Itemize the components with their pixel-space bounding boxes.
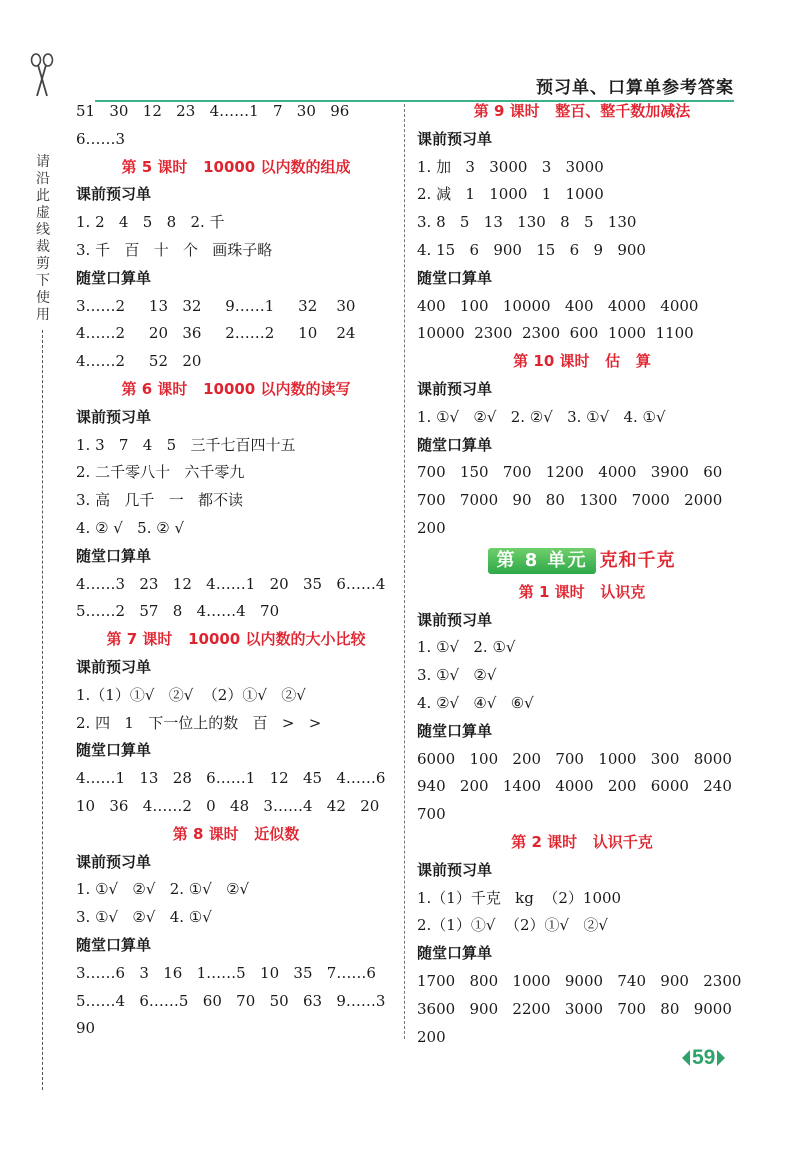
section-heading: 随堂口算单 (417, 944, 493, 963)
answer-line: 3……2 13 32 9……1 32 30 (76, 296, 356, 315)
answer-line: 90 (76, 1019, 96, 1038)
cut-instruction: 请沿此虚线裁剪下使用 (36, 154, 50, 323)
section-heading: 课前预习单 (417, 129, 493, 148)
section-heading: 课前预习单 (417, 860, 493, 879)
section-heading: 课前预习单 (76, 852, 152, 871)
lesson-title: 第 9 课时 整百、整千数加减法 (473, 102, 691, 120)
section-heading: 课前预习单 (76, 185, 152, 204)
lesson-title: 第 10 课时 估 算 (513, 352, 651, 371)
answer-line: 1. 加 3 3000 3 3000 (417, 157, 604, 176)
left-answer-column (76, 98, 396, 1043)
right-arrow-icon (717, 1050, 725, 1066)
unit-name: 克和千克 (599, 549, 676, 571)
answer-line: 200 (417, 1027, 446, 1046)
answer-line: 4……2 20 36 2……2 10 24 (76, 324, 356, 343)
lesson-title: 第 7 课时 10000 以内数的大小比较 (106, 630, 366, 649)
answer-line: 4. ② √ 5. ② √ (76, 518, 185, 537)
answer-line: 2. 减 1 1000 1 1000 (417, 185, 604, 204)
answer-line: 1.（1）①√ ②√ （2）①√ ②√ (76, 685, 306, 704)
section-heading: 课前预习单 (76, 657, 152, 676)
answer-line: 10000 2300 2300 600 1000 1100 (417, 324, 694, 343)
answer-line: 3. ①√ ②√ 4. ①√ (76, 908, 212, 927)
left-arrow-icon (682, 1050, 690, 1066)
answer-line: 700 (417, 805, 446, 824)
section-heading: 随堂口算单 (76, 741, 152, 760)
answer-line: 3. 高 几千 一 都不读 (76, 491, 243, 510)
answer-line: 1.（1）千克 kg （2）1000 (417, 888, 622, 907)
answer-line: 2. 四 1 下一位上的数 百 > > (76, 713, 322, 732)
page-number (682, 1046, 725, 1070)
answer-line: 6000 100 200 700 1000 300 8000 (417, 749, 732, 768)
answer-line: 940 200 1400 4000 200 6000 240 (417, 777, 732, 796)
answer-line: 5……2 57 8 4……4 70 (76, 602, 280, 621)
unit-title (417, 543, 747, 579)
answer-line: 2.（1）①√ （2）①√ ②√ (417, 916, 608, 935)
cut-guide (26, 52, 60, 1092)
page-header-title: 预习单、口算单参考答案 (536, 78, 734, 98)
answer-line: 400 100 10000 400 4000 4000 (417, 296, 699, 315)
section-heading: 课前预习单 (76, 407, 152, 426)
answer-line: 3. 千 百 十 个 画珠子略 (76, 240, 273, 259)
answer-line: 3. 8 5 13 130 8 5 130 (417, 213, 637, 232)
unit-badge: 第 8 单元 (488, 548, 595, 574)
answer-line: 4……2 52 20 (76, 352, 202, 371)
right-answer-column (417, 98, 747, 1051)
page-number-text: 59 (692, 1046, 716, 1069)
lesson-title: 第 8 课时 近似数 (172, 824, 300, 843)
section-heading: 随堂口算单 (417, 721, 493, 740)
lesson-title: 第 2 课时 认识千克 (511, 832, 653, 851)
answer-line: 1. ①√ 2. ①√ (417, 638, 516, 657)
answer-line: 1. ①√ ②√ 2. ②√ 3. ①√ 4. ①√ (417, 407, 666, 426)
section-heading: 随堂口算单 (76, 268, 152, 287)
answer-line: 700 7000 90 80 1300 7000 2000 (417, 491, 723, 510)
lesson-title: 第 1 课时 认识克 (518, 582, 646, 601)
answer-line: 10 36 4……2 0 48 3……4 42 20 (76, 796, 380, 815)
answer-line: 1. 3 7 4 5 三千七百四十五 (76, 435, 296, 454)
answer-line: 3……6 3 16 1……5 10 35 7……6 (76, 963, 376, 982)
answer-line: 3600 900 2200 3000 700 80 9000 (417, 999, 732, 1018)
answer-line: 200 (417, 518, 446, 537)
answer-line: 5……4 6……5 60 70 50 63 9……3 (76, 991, 386, 1010)
answer-line: 2. 二千零八十 六千零九 (76, 463, 245, 482)
section-heading: 随堂口算单 (417, 268, 493, 287)
section-heading: 课前预习单 (417, 610, 493, 629)
column-divider (404, 104, 405, 1039)
section-heading: 随堂口算单 (76, 935, 152, 954)
lesson-title: 第 5 课时 10000 以内数的组成 (121, 157, 351, 176)
answer-line: 51 30 12 23 4……1 7 30 96 (76, 102, 350, 120)
scissors-icon (30, 52, 54, 98)
answer-line: 3. ①√ ②√ (417, 666, 497, 685)
lesson-title: 第 6 课时 10000 以内数的读写 (121, 379, 351, 398)
answer-line: 4……1 13 28 6……1 12 45 4……6 (76, 769, 386, 788)
section-heading: 随堂口算单 (76, 546, 152, 565)
answer-line: 4……3 23 12 4……1 20 35 6……4 (76, 574, 386, 593)
answer-line: 1700 800 1000 9000 740 900 2300 (417, 971, 742, 990)
answer-line: 700 150 700 1200 4000 3900 60 (417, 463, 723, 482)
answer-line: 6……3 (76, 129, 126, 148)
answer-line: 4. 15 6 900 15 6 9 900 (417, 240, 646, 259)
answer-line: 4. ②√ ④√ ⑥√ (417, 693, 534, 712)
section-heading: 课前预习单 (417, 379, 493, 398)
cut-dashed-line (42, 330, 43, 1090)
section-heading: 随堂口算单 (417, 435, 493, 454)
answer-line: 1. ①√ ②√ 2. ①√ ②√ (76, 880, 250, 899)
answer-line: 1. 2 4 5 8 2. 千 (76, 213, 225, 232)
